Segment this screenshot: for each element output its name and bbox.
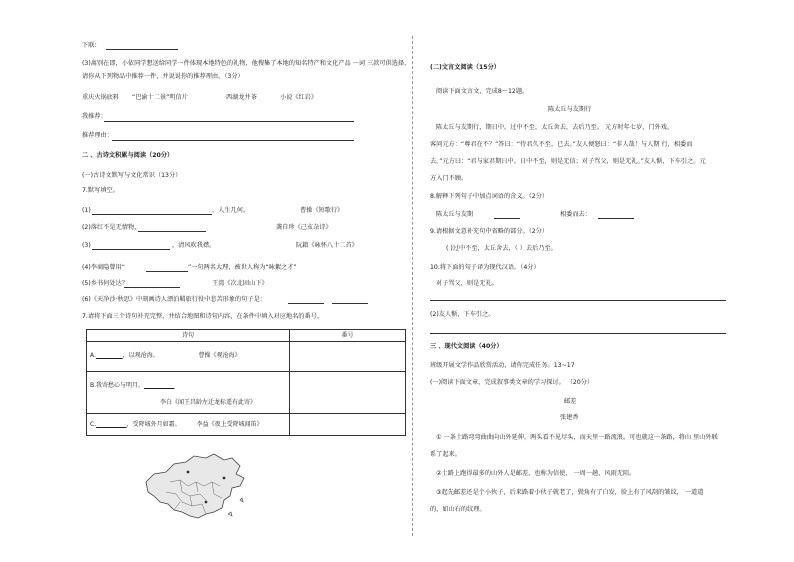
fill-4-line[interactable] [146,271,188,272]
row-2-blank[interactable] [144,382,175,389]
q10-a: 对子骂父，则是无礼。 [436,280,498,287]
table-row [87,342,406,372]
fill-3-prefix: (3) [82,242,91,249]
section-3-sub: (一)阅读下面文章，完成叙事类文章的学习探讨。 （20分） [430,379,594,386]
table-row [87,372,406,414]
fill-1-source: 曹操《短歌行》 [300,207,344,214]
item-1: 重庆火锅底料 [82,94,120,101]
q7-title: 7.默写填空。 [82,187,119,194]
article-para-1b: 系了起来。 [430,451,461,458]
column-divider [412,36,413,536]
fill-1-text: ，人生几何。 [212,207,250,214]
q8-b-line[interactable] [598,218,634,219]
row-1-source: 曹操《观沧海》 [198,352,241,359]
q8-b: 相委而去： [560,211,591,218]
q8-a-line[interactable] [494,218,520,219]
reason-label: 推荐理由： [82,132,113,139]
table-row [87,414,406,436]
table-header-number: 番号 [290,330,406,342]
article-para-2: ②土路上跑得最多的山外人是邮差，也称为信使， 一周一趟，风雨无阻。 [436,470,636,477]
passage-line-1: 陈太丘与友期行，期日中。过中不至，太丘舍去，去后乃至。 元方时年七岁，门外戏。 [436,124,674,131]
fill-1-line[interactable] [92,214,212,215]
poem-table [86,329,406,436]
fill-1-prefix: (1) [82,207,91,214]
q3-text-2: 请你从下列物品中推荐一件，并说说你的推荐理由。（3分） [82,73,244,80]
item-2: “巴渝十二景”明信片 [132,94,188,101]
section-3-intro: 班级开展文学作品欣赏活动，请你完成任务。13~17 [430,362,575,369]
passage-line-3: 去。”元方曰：“君与家君期日中。日中不至，则是无信；对子骂父，则是无礼。”友人惭，下车引之。元 [430,158,706,165]
fill-3-source: 阮籍《咏怀八十二首》 [296,242,358,249]
q9-a: ( )过中不至，太丘舍去，（ ）去后乃至。 [446,245,557,252]
fill-5-prefix: (5)乡书何处达？ [82,280,128,287]
couplet-label: 下联： [82,42,101,49]
row-2-number[interactable] [290,372,406,414]
fill-6-text: (6)《天净沙·秋思》中刻画诗人漂泊羁旅行役中悲苦形象的句子是： [82,296,266,303]
subsection-1-title: (一)古诗文默写与文化常识（13分） [82,172,182,179]
row-1-label: A. [90,352,96,359]
article-para-3b: 的，如山石的纹理。 [430,506,486,513]
q10-text: 10.将下面的句子译为现代汉语。（4分） [430,264,540,271]
article-title: 邮差 [564,398,577,405]
intro-text: 阅读下面文言文，完成8～12题。 [436,88,529,95]
fill-4-text: ”一句两名大理，被世人称为“咏絮之才” [188,264,297,271]
row-3-text: ，受降城外月如霜。 [126,421,181,428]
fill-6-line-b[interactable] [332,303,368,304]
section-2b-title: (二)文言文阅读（15分） [430,64,500,71]
row-3-label: C. [90,421,97,428]
row-3-number[interactable] [290,414,406,436]
fill-2-line[interactable] [138,231,206,232]
q3-text: (3)离别在即，小依同学想送给同学一件体现本地特色的礼物，他搜集了本地的知名特产和文化产品 一词 三款可供选择， [82,60,411,67]
passage-title: 陈太丘与友期行 [548,106,592,113]
fill-5-source: 王湾《次北固山下》 [212,280,268,287]
row-2-source: 李白《闻王昌龄左迁龙标遥有此寄》 [160,399,257,406]
section-2-title: 二 、古诗文积累与阅读（20分） [82,152,174,159]
article-author: 张建香 [560,414,579,421]
item-3: 西湖龙井茶 [226,94,257,101]
q7b-text: 7.请将下面三个诗句补充完整，并结合地图和诗句内容，在条件中填入对应地名的番号。 [82,313,324,320]
reason-line[interactable] [112,140,354,141]
table-header-poem: 诗句 [87,330,290,342]
row-3-source: 李益《夜上受降城闻笛》 [196,421,263,428]
row-2-cell [87,372,290,414]
recommend-label: 我推荐： [82,113,107,120]
row-3-blank[interactable] [96,421,127,428]
row-1-text: ，以观沧海。 [122,352,159,359]
q10-a-answer-line[interactable] [430,300,726,301]
fill-3-line[interactable] [92,249,170,250]
row-1-cell [87,342,290,372]
article-para-1: ① 一条土路弯弯曲曲向山外延伸，两头看不见尽头，而天里一路流浪。可也就这一条路，将山 里山外联 [436,434,718,441]
fill-6-line-a[interactable] [288,303,324,304]
fill-3-text: ，清风吹我襟。 [172,242,216,249]
section-3-title: 三 、现代文阅读（40分） [430,343,503,350]
q8-a: 陈太丘与友期 [436,211,474,218]
row-2-label: B.我寄愁心与明月， [90,382,145,389]
fill-4-prefix: (4)李商隐曾用“ [82,264,125,271]
china-map-image [140,452,252,524]
fill-2-source: 龚自珍《己亥杂诗》 [276,224,332,231]
article-para-3: ③起先邮差还是个小伙子，后来路着小伙子就老了，鬓角有了白发，脸上有了风刮的皱纹， 一道道 [436,489,704,496]
fill-5-line[interactable] [124,287,180,288]
q10-b: (2)友人惭，下车引之。 [430,311,495,318]
row-1-number[interactable] [290,342,406,372]
item-4: 小说《红岩》 [280,94,318,101]
answer-line[interactable] [106,49,178,50]
q8-text: 8.解释下列句子中加点词语的含义。（2分） [430,193,549,200]
row-1-blank[interactable] [96,352,123,359]
row-3-cell [87,414,290,436]
fill-2-prefix: (2)落红不是无情物， [82,224,141,231]
q9-text: 9.请根据文意补充句中省略的部分。（2分） [430,228,549,235]
passage-line-4: 方入门不顾。 [430,175,468,182]
q10-b-answer-line[interactable] [430,333,726,334]
passage-line-2: 客问元方：“尊君在不？”答曰：“待君久不至，已去。”友人便怒曰：“非人哉！与人期 行，相委而 [430,141,693,148]
recommend-line[interactable] [104,121,354,122]
